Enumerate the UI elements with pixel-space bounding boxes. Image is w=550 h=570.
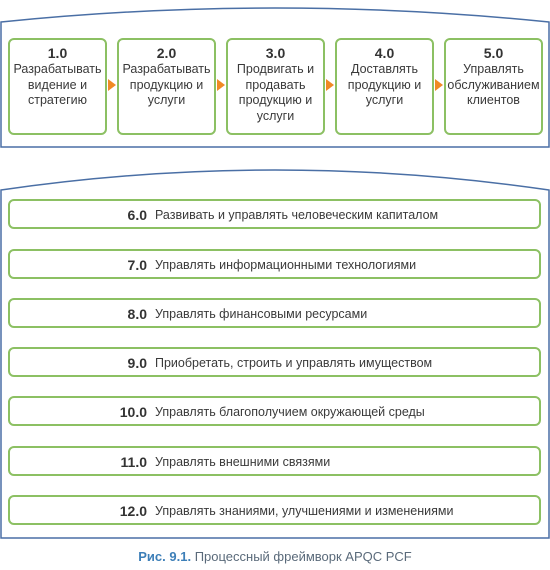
arrow-right-icon <box>435 79 443 91</box>
process-label: Управлять информационными технологиями <box>155 258 417 272</box>
process-number: 6.0 <box>127 207 147 223</box>
process-label: Управлять обслуживанием клиентов <box>447 62 540 107</box>
process-number: 3.0 <box>265 45 286 61</box>
process-label: Приобретать, строить и управлять имуществом <box>155 356 433 370</box>
management-row-7 <box>8 249 541 279</box>
process-number: 9.0 <box>127 355 147 371</box>
figure-caption <box>0 548 550 566</box>
process-box-2 <box>117 38 216 135</box>
process-label: Управлять благополучием окружающей среды <box>155 405 425 419</box>
arrow-right-icon <box>108 79 116 91</box>
process-number: 5.0 <box>483 45 504 61</box>
operating-processes <box>0 0 550 150</box>
process-number: 2.0 <box>156 45 177 61</box>
process-label: Разрабатывать продукцию и услуги <box>122 62 211 107</box>
management-row-12 <box>8 495 541 525</box>
process-label: Управлять внешними связями <box>155 455 331 469</box>
process-label: Управлять финансовыми ресурсами <box>155 307 368 321</box>
management-row-11 <box>8 446 541 476</box>
management-row-8 <box>8 298 541 328</box>
management-row-9 <box>8 347 541 377</box>
management-row-6 <box>8 199 541 229</box>
process-label: Развивать и управлять человеческим капиталом <box>155 208 439 222</box>
process-number: 1.0 <box>47 45 68 61</box>
process-label: Доставлять продукцию и услуги <box>347 62 422 107</box>
process-number: 7.0 <box>127 257 147 273</box>
caption-label: Рис. 9.1. <box>138 549 192 564</box>
process-number: 8.0 <box>127 306 147 322</box>
caption-text: Процессный фреймворк APQC PCF <box>194 549 412 564</box>
process-label: Управлять знаниями, улучшениями и изменениями <box>155 504 454 518</box>
arrow-right-icon <box>217 79 225 91</box>
process-number: 10.0 <box>119 404 147 420</box>
process-label: Продвигать и продавать продукцию и услуги <box>236 62 315 123</box>
process-number: 12.0 <box>119 503 147 519</box>
management-row-10 <box>8 396 541 426</box>
arrow-right-icon <box>326 79 334 91</box>
process-box-1 <box>8 38 107 135</box>
process-number: 4.0 <box>374 45 395 61</box>
process-number: 11.0 <box>120 454 147 470</box>
process-box-3 <box>226 38 325 135</box>
process-label: Разрабатывать видение и стратегию <box>13 62 102 107</box>
process-box-4 <box>335 38 434 135</box>
process-box-5 <box>444 38 543 135</box>
